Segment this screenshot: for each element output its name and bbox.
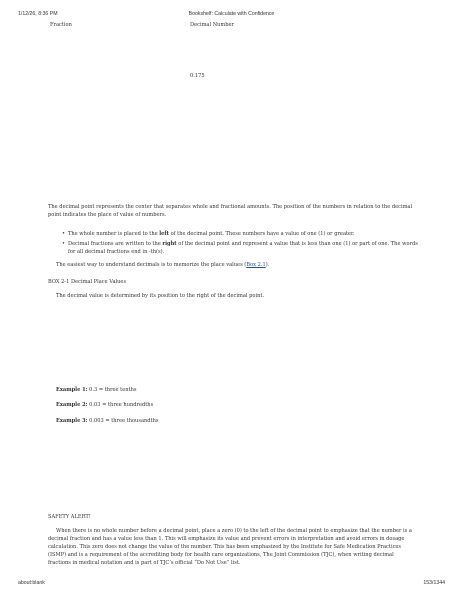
print-page-number: 153/1344	[423, 580, 445, 586]
place-value-bullet-list	[62, 231, 422, 257]
print-header	[18, 11, 445, 19]
easiest-way-paragraph: The easiest way to understand decimals is to memorize the place values (Box 2.1).	[56, 262, 270, 268]
fraction-column-header: Fraction	[50, 22, 72, 28]
box-title: BOX 2-1 Decimal Place Values	[48, 279, 127, 285]
example-2: Example 2: 0.03 = three hundredths	[56, 402, 154, 408]
bullet-item-whole-number: • The whole number is placed to the left of the decimal point. These numbers have a value of one (1) or greater.	[62, 231, 422, 239]
print-url: about:blank	[18, 580, 45, 586]
example-1: Example 1: 0.3 = three tenths	[56, 387, 137, 393]
safety-alert-body: When there is no whole number before a decimal point, place a zero (0) to the left of the decimal point to emphasize that the number is a decimal fraction and has a value less than 1. This will emphasize its value and prevent errors in interpretation and avoid errors in dosage calculation. This zero does not change the value of the number. This has been emphasized by the Institute for Safe Medication Practices (ISMP) and is a requirement of the accrediting body for health care organizations, The Joint Commission (TJC), when writing decimal fractions in medical notation and is part of TJC’s official “Do Not Use” list.	[48, 528, 412, 566]
decimal-value-cell: 0.175	[190, 73, 205, 79]
print-datetime: 1/12/26, 8:36 PM	[18, 11, 58, 17]
safety-alert-title: SAFETY ALERT!	[48, 514, 91, 520]
bullet-item-decimal-fractions: • Decimal fractions are written to the right of the decimal point and represent a value that is less than one (1) or part of one. The words for all decimal fractions end in -th(s).	[62, 241, 422, 257]
decimal-number-column-header: Decimal Number	[190, 22, 234, 28]
intro-paragraph: The decimal point represents the center that separates whole and fractional amounts. The position of the numbers in relation to the decimal point indicates the place of value of numbers.	[48, 204, 413, 218]
print-footer	[18, 580, 445, 588]
example-3: Example 3: 0.003 = three thousandths	[56, 418, 159, 424]
box-2-1-link[interactable]: Box 2.1	[246, 262, 266, 268]
box-description: The decimal value is determined by its position to the right of the decimal point.	[56, 293, 265, 299]
print-title: Bookshelf: Calculate with Confidence	[188, 11, 275, 17]
